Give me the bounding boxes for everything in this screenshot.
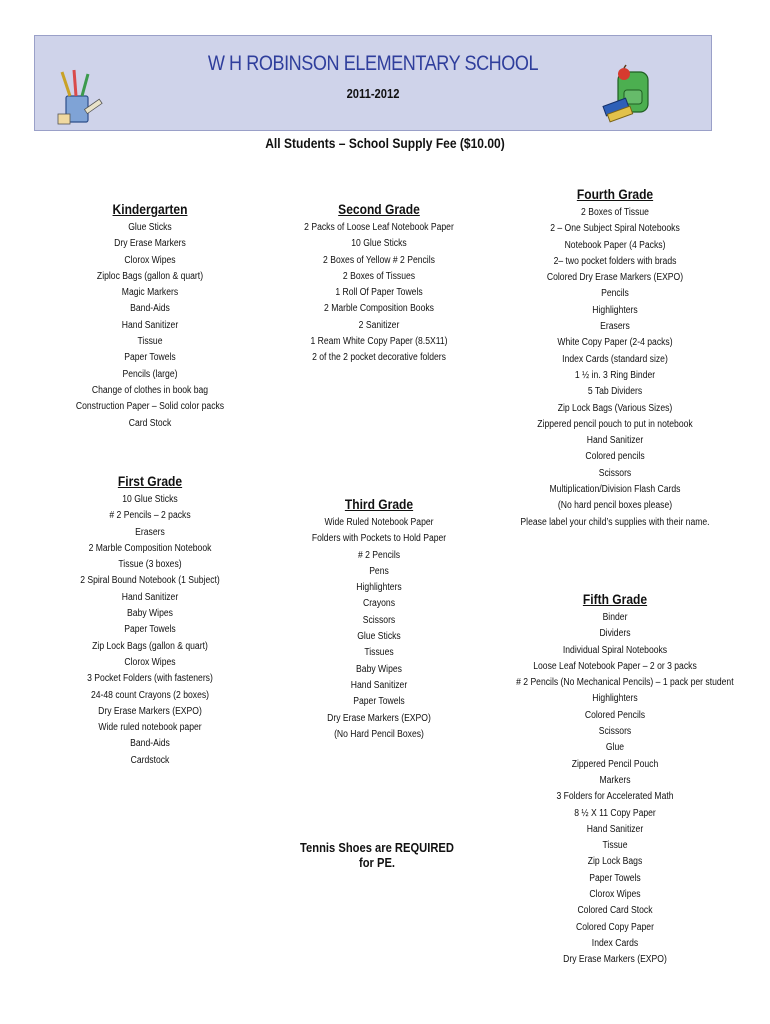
kindergarten-section: [60, 200, 240, 432]
school-year: 2011-2012: [346, 86, 400, 101]
supply-item: (No hard pencil boxes please): [557, 500, 673, 512]
supply-item: Change of clothes in book bag: [91, 384, 209, 396]
supply-item: Highlighters: [592, 304, 638, 316]
supply-item: Tissue: [137, 336, 163, 348]
supply-item: # 2 Pencils: [357, 549, 401, 561]
supply-item: (No Hard Pencil Boxes): [334, 728, 424, 740]
supply-item: Glue Sticks: [357, 631, 401, 643]
pencil-cup-icon: [56, 68, 104, 128]
supply-item: Ziploc Bags (gallon & quart): [96, 270, 204, 282]
supply-item: Hand Sanitizer: [586, 823, 644, 835]
second-grade-section: [284, 200, 474, 367]
supply-item: 2 Packs of Loose Leaf Notebook Paper: [304, 222, 454, 233]
second-grade-title: Second Grade: [338, 201, 420, 217]
supply-item: Loose Leaf Notebook Paper – 2 or 3 packs: [533, 660, 697, 672]
supply-item: Dividers: [599, 628, 631, 640]
fifth-grade-title: Fifth Grade: [582, 591, 648, 607]
supply-item: Zippered pencil pouch to put in notebook: [537, 418, 693, 430]
third-grade-section: [284, 495, 474, 743]
supply-item: Glue Sticks: [128, 222, 172, 233]
supply-item: Scissors: [598, 726, 632, 738]
supply-item: 2 Boxes of Yellow # 2 Pencils: [323, 254, 435, 266]
supply-item: Band-Aids: [130, 738, 170, 750]
fourth-grade-title: Fourth Grade: [576, 186, 654, 202]
supply-item: Multiplication/Division Flash Cards: [549, 484, 681, 496]
first-grade-list: [60, 492, 240, 769]
supply-item: Zip Lock Bags: [587, 856, 643, 868]
supply-item: Paper Towels: [353, 696, 405, 708]
supply-item: Colored Copy Paper: [576, 921, 654, 933]
supply-item: Colored Card Stock: [577, 905, 653, 917]
supply-item: 1 Roll Of Paper Towels: [335, 287, 423, 299]
supply-item: Markers: [599, 774, 631, 786]
supply-item: Dry Erase Markers (EXPO): [98, 705, 202, 717]
supply-item: Colored Pencils: [584, 709, 646, 721]
supply-item: Tissue (3 boxes): [118, 559, 182, 571]
supply-item: Wide ruled notebook paper: [98, 722, 202, 734]
supply-item: 2 Sanitizer: [358, 319, 400, 331]
supply-item: Notebook Paper (4 Packs): [564, 239, 666, 251]
supply-item: Tissue: [602, 840, 628, 852]
supply-item: Zip Lock Bags (Various Sizes): [557, 402, 673, 414]
fifth-grade-section: [500, 590, 734, 969]
supply-item: Folders with Pockets to Hold Paper: [311, 533, 447, 545]
fifth-grade-list: [500, 610, 734, 969]
supply-item: Tissues: [364, 647, 394, 659]
supply-item: 10 Glue Sticks: [122, 494, 178, 505]
supply-item: Dry Erase Markers (EXPO): [327, 712, 431, 724]
supply-item: Clorox Wipes: [589, 889, 641, 901]
supply-item: Pencils: [601, 288, 629, 300]
supply-item: # 2 Pencils (No Mechanical Pencils) – 1 pack per student: [516, 677, 734, 689]
supply-item: 2 Boxes of Tissues: [342, 270, 416, 282]
supply-item: Hand Sanitizer: [586, 435, 644, 447]
supply-item: Highlighters: [356, 582, 402, 594]
supply-item: Erasers: [600, 321, 630, 333]
supply-item: Pencils (large): [122, 368, 178, 380]
supply-item: 8 ½ X 11 Copy Paper: [574, 807, 656, 819]
pe-note: Tennis Shoes are REQUIRED for PE.: [300, 840, 454, 870]
supply-item: 10 Glue Sticks: [351, 238, 407, 250]
supply-item: 2 – One Subject Spiral Notebooks: [550, 223, 680, 235]
supply-item: Hand Sanitizer: [121, 591, 179, 603]
supply-item: Glue: [605, 742, 625, 754]
supply-item: 2 Marble Composition Notebook: [88, 542, 212, 554]
supply-item: Colored Dry Erase Markers (EXPO): [546, 272, 684, 284]
supply-item: Card Stock: [128, 417, 172, 429]
supply-item: Dry Erase Markers: [114, 238, 186, 250]
supply-item: Construction Paper – Solid color packs: [75, 401, 225, 413]
supply-item: Paper Towels: [124, 352, 176, 364]
supply-item: Highlighters: [592, 693, 638, 705]
supply-item: Hand Sanitizer: [121, 319, 179, 331]
supply-item: Index Cards (standard size): [562, 353, 668, 365]
supply-item: Scissors: [598, 467, 632, 479]
second-grade-list: [284, 220, 474, 367]
supply-item: Magic Markers: [121, 287, 179, 299]
supply-item: Baby Wipes: [356, 663, 402, 675]
supply-item: 3 Pocket Folders (with fasteners): [87, 673, 213, 685]
supply-item: White Copy Paper (2-4 packs): [557, 337, 673, 349]
kindergarten-list: [60, 220, 240, 432]
supply-item: Crayons: [362, 598, 396, 610]
fourth-grade-list: [500, 205, 730, 531]
supply-item: 2 Marble Composition Books: [324, 303, 434, 315]
supply-item: 2– two pocket folders with brads: [553, 255, 677, 267]
supply-item: Scissors: [362, 614, 396, 626]
supply-item: Clorox Wipes: [124, 254, 176, 266]
supply-item: Paper Towels: [589, 872, 641, 884]
kindergarten-title: Kindergarten: [112, 201, 188, 217]
supply-item: # 2 Pencils – 2 packs: [109, 510, 191, 522]
first-grade-section: [60, 472, 240, 769]
supply-fee-line: All Students – School Supply Fee ($10.00): [265, 135, 505, 151]
supply-item: 2 Spiral Bound Notebook (1 Subject): [80, 575, 220, 587]
backpack-icon: [600, 64, 656, 128]
supply-item: Cardstock: [130, 754, 170, 766]
school-name: W H ROBINSON ELEMENTARY SCHOOL: [207, 52, 539, 75]
supply-item: Erasers: [135, 526, 165, 538]
supply-item: 1 ½ in. 3 Ring Binder: [574, 369, 656, 381]
supply-item: Dry Erase Markers (EXPO): [563, 954, 667, 966]
supply-item: Baby Wipes: [127, 608, 173, 620]
third-grade-title: Third Grade: [344, 496, 414, 512]
supply-item: 3 Folders for Accelerated Math: [556, 791, 674, 803]
supply-item: Zippered Pencil Pouch: [571, 758, 659, 770]
supply-item: Pens: [369, 565, 389, 577]
supply-item: Band-Aids: [130, 303, 170, 315]
supply-item: Colored pencils: [585, 451, 645, 463]
supply-item: 24-48 count Crayons (2 boxes): [90, 689, 210, 701]
first-grade-title: First Grade: [117, 473, 183, 489]
supply-item: Binder: [602, 612, 628, 623]
supply-item: Zip Lock Bags (gallon & quart): [92, 640, 208, 652]
supply-item: 1 Ream White Copy Paper (8.5X11): [310, 336, 448, 348]
supply-item: Clorox Wipes: [124, 656, 176, 668]
fourth-grade-section: [500, 185, 730, 531]
supply-item: 2 Boxes of Tissue: [581, 207, 649, 218]
supply-item: 2 of the 2 pocket decorative folders: [312, 352, 446, 364]
supply-item: 5 Tab Dividers: [587, 386, 643, 398]
supply-item: Index Cards: [591, 937, 639, 949]
supply-item: Individual Spiral Notebooks: [562, 644, 668, 656]
supply-item: Wide Ruled Notebook Paper: [324, 517, 434, 528]
third-grade-list: [284, 515, 474, 743]
supply-item: Paper Towels: [124, 624, 176, 636]
supply-item: Hand Sanitizer: [350, 679, 408, 691]
supply-item: Please label your child’s supplies with their name.: [520, 516, 710, 528]
